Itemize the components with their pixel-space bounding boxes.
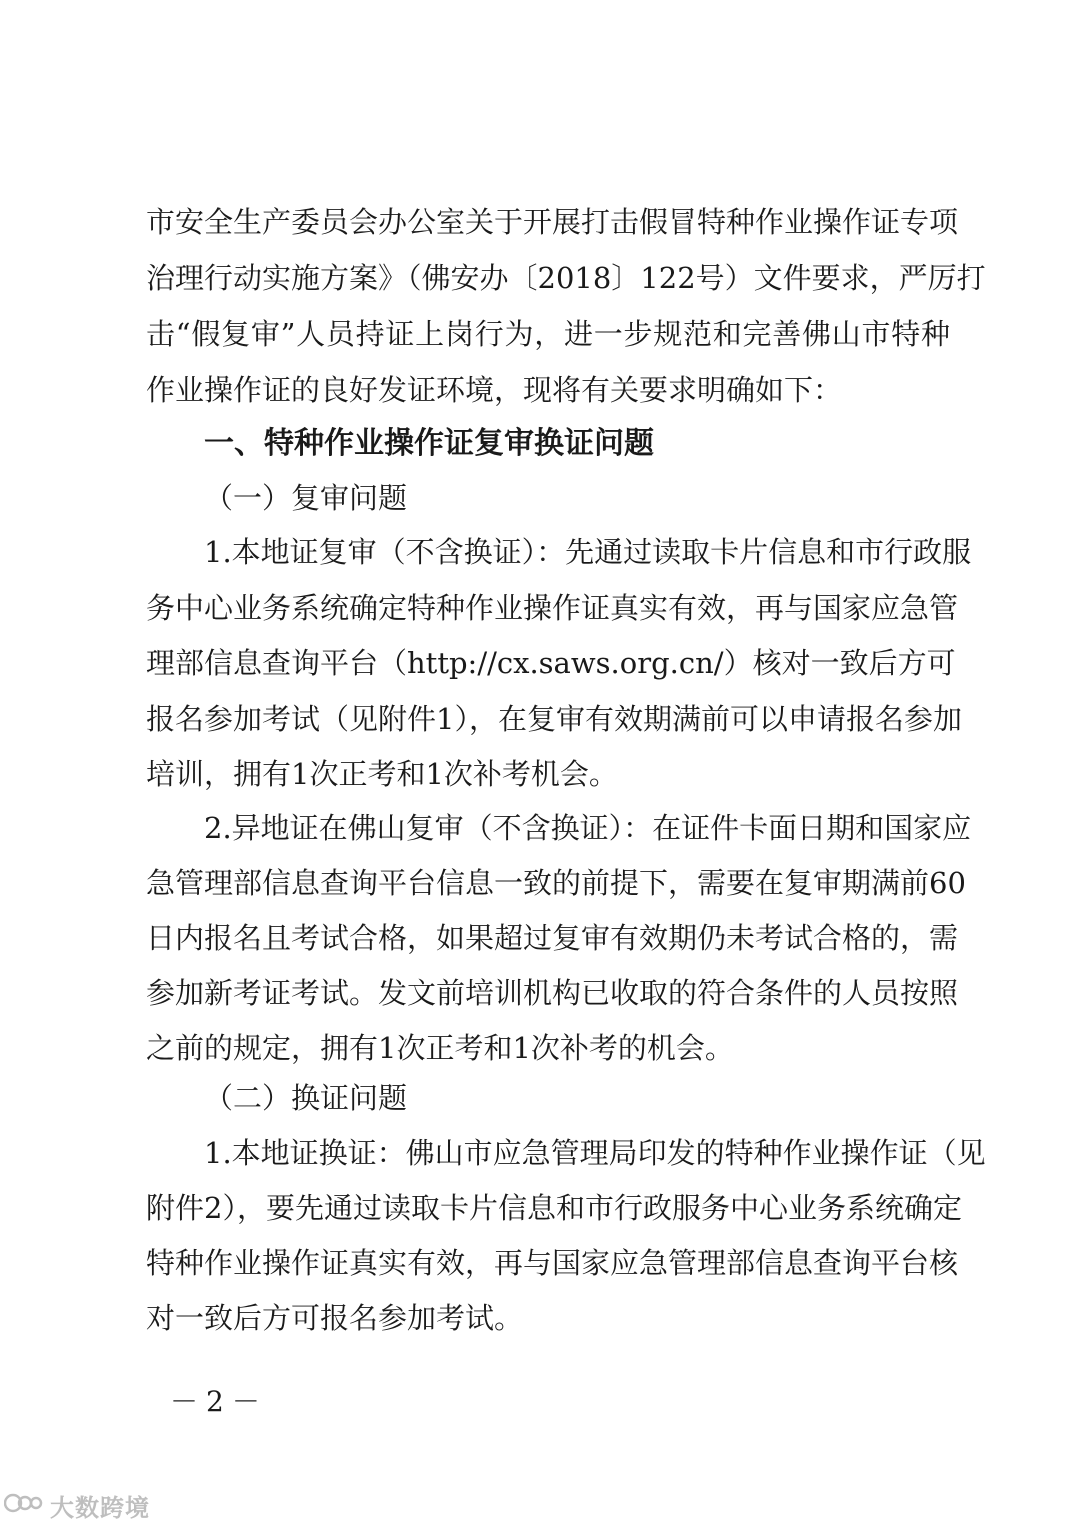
section-heading: 一、特种作业操作证复审换证问题	[204, 426, 654, 461]
text-line: 治理行动实施方案》（佛安办〔2018〕122号）文件要求，严厉打	[146, 261, 986, 295]
subsection-heading: （二）换证问题	[204, 1081, 408, 1115]
watermark-text: 大数跨境	[50, 1493, 150, 1522]
text-line: 特种作业操作证真实有效，再与国家应急管理部信息查询平台核	[146, 1246, 959, 1280]
logo-icon	[4, 1489, 44, 1521]
text-line: 务中心业务系统确定特种作业操作证真实有效，再与国家应急管	[146, 591, 959, 625]
text-line: 报名参加考试（见附件1），在复审有效期满前可以申请报名参加	[146, 702, 962, 736]
text-line: 培训，拥有1次正考和1次补考机会。	[146, 757, 618, 791]
subsection-heading: （一）复审问题	[204, 481, 408, 515]
text-line: 作业操作证的良好发证环境，现将有关要求明确如下：	[146, 373, 843, 407]
text-line: 对一致后方可报名参加考试。	[146, 1301, 524, 1335]
page-number: －2－	[170, 1385, 268, 1418]
text-line: 急管理部信息查询平台信息一致的前提下，需要在复审期满前60	[146, 866, 966, 900]
text-line: 击“假复审”人员持证上岗行为，进一步规范和完善佛山市特种	[146, 317, 950, 351]
text-line: 2.异地证在佛山复审（不含换证）：在证件卡面日期和国家应	[204, 811, 972, 845]
text-line: 日内报名且考试合格，如果超过复审有效期仍未考试合格的，需	[146, 921, 959, 955]
text-line: 1.本地证换证：佛山市应急管理局印发的特种作业操作证（见	[204, 1136, 986, 1170]
text-line: 1.本地证复审（不含换证）：先通过读取卡片信息和市行政服	[204, 535, 972, 569]
text-line: 市安全生产委员会办公室关于开展打击假冒特种作业操作证专项	[146, 205, 959, 239]
text-line: 之前的规定，拥有1次正考和1次补考的机会。	[146, 1031, 734, 1065]
text-line: 参加新考证考试。发文前培训机构已收取的符合条件的人员按照	[146, 976, 959, 1010]
text-line: 附件2），要先通过读取卡片信息和市行政服务中心业务系统确定	[146, 1191, 962, 1225]
text-line: 理部信息查询平台（http://cx.saws.org.cn/）核对一致后方可	[146, 646, 956, 680]
watermark	[4, 1488, 150, 1522]
